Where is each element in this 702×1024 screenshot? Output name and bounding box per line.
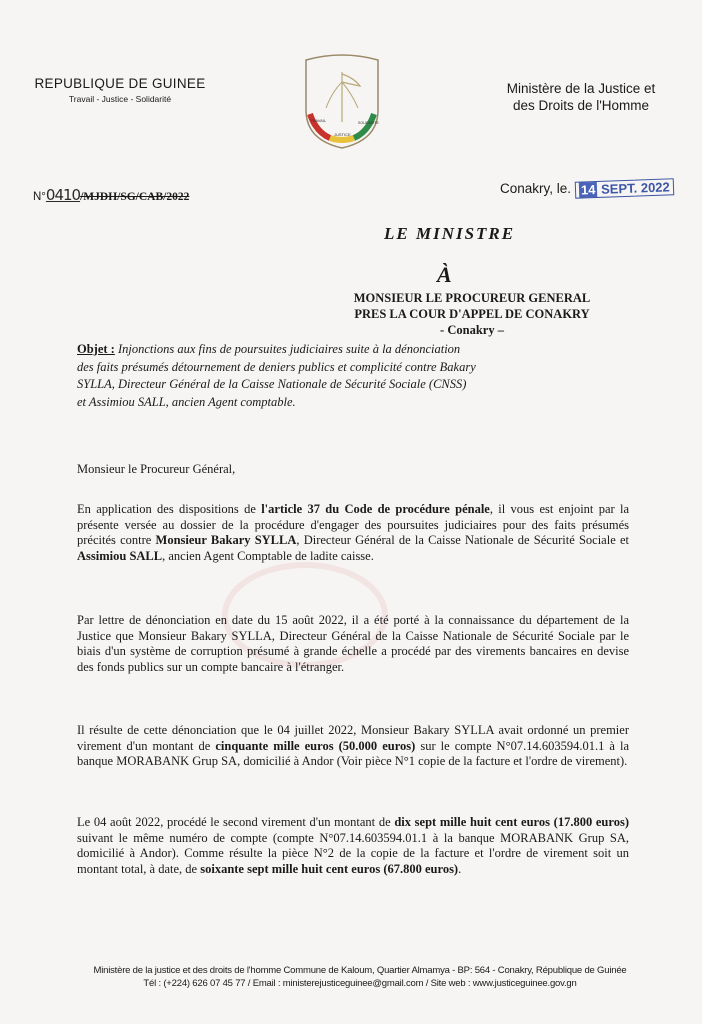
- p1-text-a: En application des dispositions de: [77, 502, 262, 516]
- seal-text-left: TRAVAIL: [310, 118, 327, 123]
- recipient-line-1: MONSIEUR LE PROCUREUR GENERAL: [353, 291, 591, 305]
- reference-prefix: N°: [33, 191, 46, 203]
- date-line: [500, 180, 674, 197]
- reference-number: [33, 186, 189, 204]
- country-motto: Travail - Justice - Solidarité: [68, 94, 172, 104]
- p1-text-g: , ancien Agent Comptable de ladite caisse.: [162, 548, 374, 563]
- footer-address: Ministère de la justice et des droits de l'homme Commune de Kaloum, Quartier Almamya - BP: 564 - Conakry, République de Guinée: [93, 965, 627, 976]
- p1-bold-sall: Assimiou SALL: [77, 548, 163, 563]
- p4-text-a: Le 04 août 2022, procédé le second virement d'un montant de: [77, 815, 395, 829]
- p1-bold-sylla: Monsieur Bakary SYLLA: [155, 533, 297, 548]
- ministry-line-2: des Droits de l'Homme: [512, 98, 650, 113]
- reference-suffix: /MJDH/SG/CAB/2022: [80, 191, 190, 203]
- country-name: REPUBLIQUE DE GUINEE: [34, 76, 206, 91]
- to-mark: À: [437, 262, 452, 287]
- sender-title: LE MINISTRE: [384, 224, 516, 243]
- date-stamp: [575, 178, 674, 198]
- paragraph-3: [77, 723, 629, 770]
- recipient-line-2: PRES LA COUR D'APPEL DE CONAKRY: [354, 307, 590, 321]
- p1-bold-article: l'article 37 du Code de procédure pénale: [261, 502, 490, 516]
- subject-text: Injonctions aux fins de poursuites judiciaires suite à la dénonciation des faits présumés détournement de deniers publics et complicité contre Bakary SYLLA, Directeur Général de la Caisse Nationale de Sécurité Sociale (CNSS) et Assimiou SALL, ancien Agent comptable.: [77, 342, 476, 409]
- ministry-line-1: Ministère de la Justice et: [506, 81, 656, 96]
- p4-bold-total: soixante sept mille huit cent euros (67.800 euros): [200, 861, 459, 876]
- paragraph-4: [77, 815, 629, 877]
- p1-text-e: , Directeur Général de la Caisse Nationale de Sécurité Sociale et: [296, 533, 629, 548]
- seal-text-right: SOLIDARITE: [358, 121, 379, 125]
- date-stamp-day: 14: [580, 182, 596, 198]
- footer: [30, 964, 690, 990]
- footer-contact: Tél : (+224) 626 07 45 77 / Email : ministerejusticeguinee@gmail.com / Site web : www.justiceguinee.gov.gn: [143, 978, 577, 989]
- paragraph-1: [77, 502, 629, 564]
- p3-text-c: sur le compte N°07.14.603594.01.1 à la banque MORABANK Grup SA, domicilié à Andor (Voir pièce N°1 copie de la facture et l'ordre de virement).: [77, 738, 629, 769]
- subject-label: Objet :: [77, 342, 115, 356]
- reference-handwritten-number: 0410: [45, 186, 81, 204]
- seal-text-bottom: JUSTICE: [334, 132, 351, 137]
- date-stamp-month-year: SEPT. 2022: [600, 179, 670, 197]
- recipient-line-3: - Conakry –: [440, 323, 504, 337]
- p1-text-c: , il vous est enjoint par la présente versée au dossier de la procédure d'engager des poursuites judiciaires pour des faits présumés précités contre: [77, 502, 629, 548]
- subject-block: [77, 341, 477, 411]
- paragraph-2: Par lettre de dénonciation en date du 15 août 2022, il a été porté à la connaissance du département de la Justice que Monsieur Bakary SYLLA, Directeur Général de la Caisse Nationale de Sécurité Sociale par le biais d'un système de corruption présumé à grande échelle a procédé par des virements bancaires en devise des fonds publics sur un compte bancaire à l'étranger.: [77, 613, 629, 674]
- date-place: Conakry, le.: [500, 181, 572, 196]
- header-country-block: [20, 76, 220, 104]
- salutation: Monsieur le Procureur Général,: [77, 462, 236, 476]
- p4-text-c: suivant le même numéro de compte (compte N°07.14.603594.01.1 à la banque MORABANK Grup SA, domicilié à Andor). Comme résulte la pièce N°2 de la copie de la facture et l'ordre de virement soit un montant total, à date, de: [77, 830, 629, 876]
- recipient-block: [312, 290, 632, 338]
- p4-text-e: .: [458, 861, 462, 876]
- p3-text-a: Il résulte de cette dénonciation que le 04 juillet 2022, Monsieur Bakary SYLLA avait ordonné un premier virement d'un montant de: [77, 723, 629, 753]
- header-ministry-block: [476, 80, 686, 114]
- p3-bold-amount: cinquante mille euros (50.000 euros): [215, 738, 416, 753]
- p4-bold-amount: dix sept mille huit cent euros (17.800 euros): [394, 815, 629, 829]
- guinea-seal-icon: [296, 52, 388, 152]
